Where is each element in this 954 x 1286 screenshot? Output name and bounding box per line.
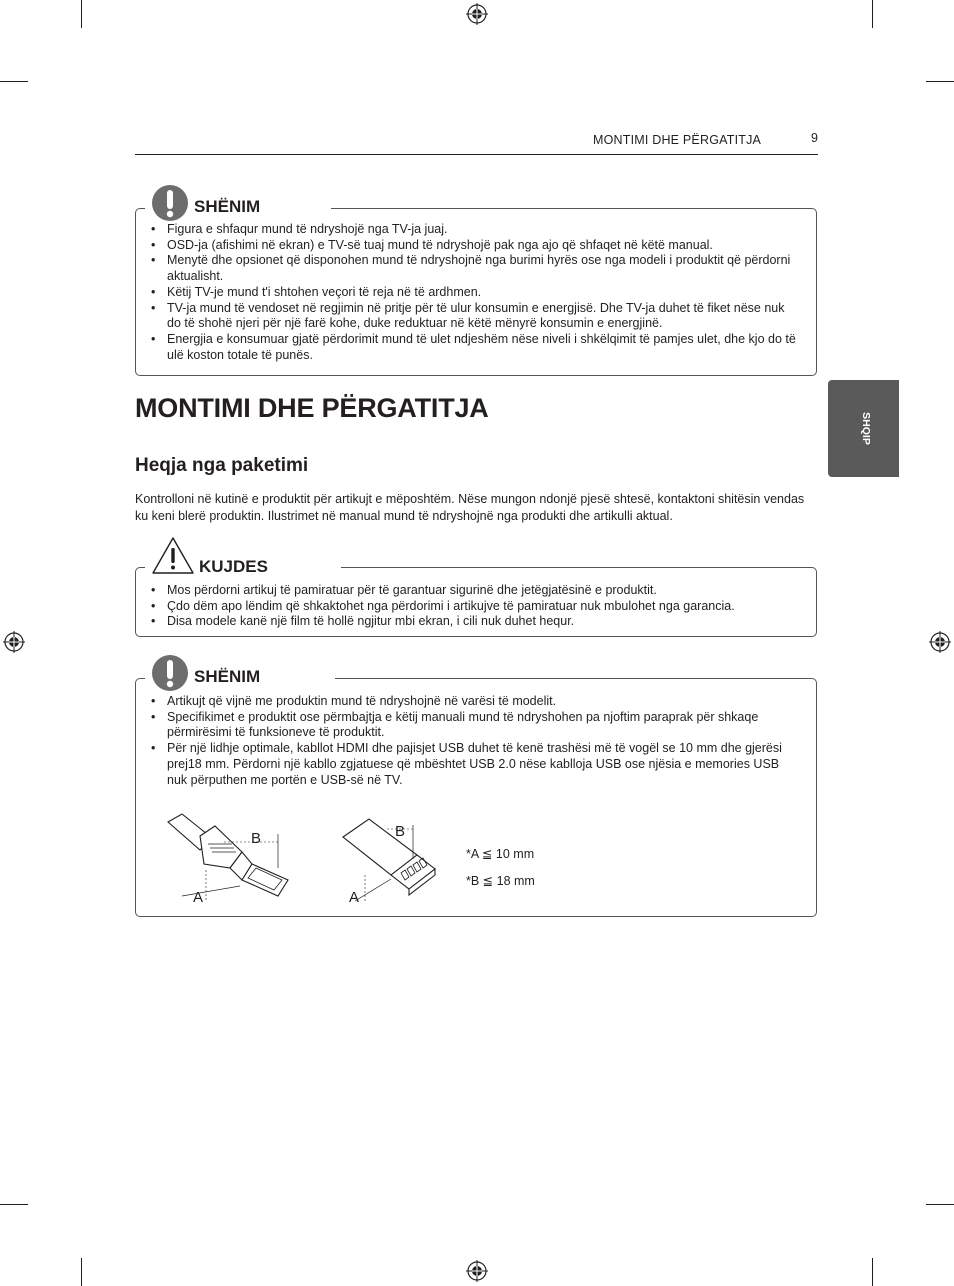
- caution-title: KUJDES: [199, 557, 268, 576]
- subsection-title: Heqja nga paketimi: [135, 455, 309, 476]
- list-item: • Figura e shfaqur mund të ndryshojë nga TV-ja juaj.: [150, 222, 800, 238]
- header-rule: [135, 154, 818, 155]
- exclamation-note-icon: [151, 184, 189, 222]
- registration-mark-icon: [3, 631, 25, 653]
- note-title: SHËNIM: [194, 197, 261, 216]
- list-item: • Disa modele kanë një film të hollë ngjitur mbi ekran, i cili nuk duhet hequr.: [150, 614, 800, 630]
- crop-mark: [0, 1204, 28, 1205]
- list-item: • OSD-ja (afishimi në ekran) e TV-së tuaj mund të ndryshojë pak nga ajo që shfaqet në këtë manual.: [150, 238, 800, 254]
- dimension-label-a: A: [193, 889, 204, 906]
- dimension-label-a: A: [349, 889, 360, 906]
- crop-mark: [926, 1204, 954, 1205]
- spec-b: *B ≦ 18 mm: [466, 874, 535, 888]
- list-item: • Mos përdorni artikuj të pamiratuar për të garantuar sigurinë dhe jetëgjatësinë e produktit.: [150, 583, 800, 599]
- crop-mark: [872, 1258, 873, 1286]
- registration-mark-icon: [466, 1260, 488, 1282]
- list-item: • Artikujt që vijnë me produktin mund të ndryshojnë në varësi të modelit.: [150, 694, 800, 710]
- list-item: • TV-ja mund të vendoset në regjimin në pritje për të ulur konsumin e energjisë. Dhe TV-ja duhet të fiket nëse nuk do të shohë njeri për një farë kohe, duke reduktuar në këtë mënyrë konsumin e energjinë.: [150, 301, 800, 332]
- crop-mark: [81, 0, 82, 28]
- list-item: • Specifikimet e produktit ose përmbajtja e këtij manuali mund të ndryshohen pa njoftim paraprak për shkaqe përmirësimi të funksioneve të produktit.: [150, 710, 800, 741]
- note-title: SHËNIM: [194, 667, 261, 686]
- page-number: 9: [811, 131, 818, 145]
- crop-mark: [872, 0, 873, 28]
- list-item: • Këtij TV-je mund t'i shtohen veçori të reja në të ardhmen.: [150, 285, 800, 301]
- list-item: • Energjia e konsumuar gjatë përdorimit mund të ulet ndjeshëm nëse niveli i shkëlqimit të pamjes ulet, dhe kjo do të ulë koston totale të punës.: [150, 332, 800, 363]
- list-item: • Çdo dëm apo lëndim që shkaktohet nga përdorimi i artikujve të pamiratuar nuk mbulohet nga garancia.: [150, 599, 800, 615]
- list-item: • Menytë dhe opsionet që disponohen mund të ndryshojnë nga burimi hyrës ose nga modeli i produktit që përdorni aktualisht.: [150, 253, 800, 284]
- crop-mark: [0, 81, 28, 82]
- dimension-label-b: B: [395, 823, 406, 840]
- crop-mark: [926, 81, 954, 82]
- spec-a: *A ≦ 10 mm: [466, 847, 535, 861]
- note-list: [150, 694, 800, 788]
- registration-mark-icon: [929, 631, 951, 653]
- dimension-label-b: B: [251, 830, 262, 847]
- note-list: [150, 222, 800, 363]
- warning-triangle-icon: [151, 536, 195, 576]
- intro-paragraph: Kontrolloni në kutinë e produktit për artikujt e mëposhtëm. Nëse mungon ndonjë pjesë shtesë, kontaktoni shitësin vendas ku keni blerë produktin. Ilustrimet në manual mund të ndryshojnë nga produkti dhe artikulli aktual.: [135, 492, 805, 523]
- hdmi-connector-illustration: [160, 808, 300, 908]
- list-item: • Për një lidhje optimale, kabllot HDMI dhe pajisjet USB duhet të kenë trashësi më të vogël se 10 mm dhe gjerësi prej18 mm. Përdorni një kabllo zgjatuese që mbështet USB 2.0 nëse kablloja USB ose njësia e memories USB nuk përputhen me portën e USB-së në TV.: [150, 741, 800, 788]
- crop-mark: [81, 1258, 82, 1286]
- exclamation-note-icon: [151, 654, 189, 692]
- side-tab-label: SHQIP: [860, 412, 872, 445]
- running-head: MONTIMI DHE PËRGATITJA: [593, 133, 762, 147]
- caution-list: [150, 583, 800, 630]
- registration-mark-icon: [466, 3, 488, 25]
- language-side-tab: [828, 380, 899, 477]
- section-title: MONTIMI DHE PËRGATITJA: [135, 393, 489, 423]
